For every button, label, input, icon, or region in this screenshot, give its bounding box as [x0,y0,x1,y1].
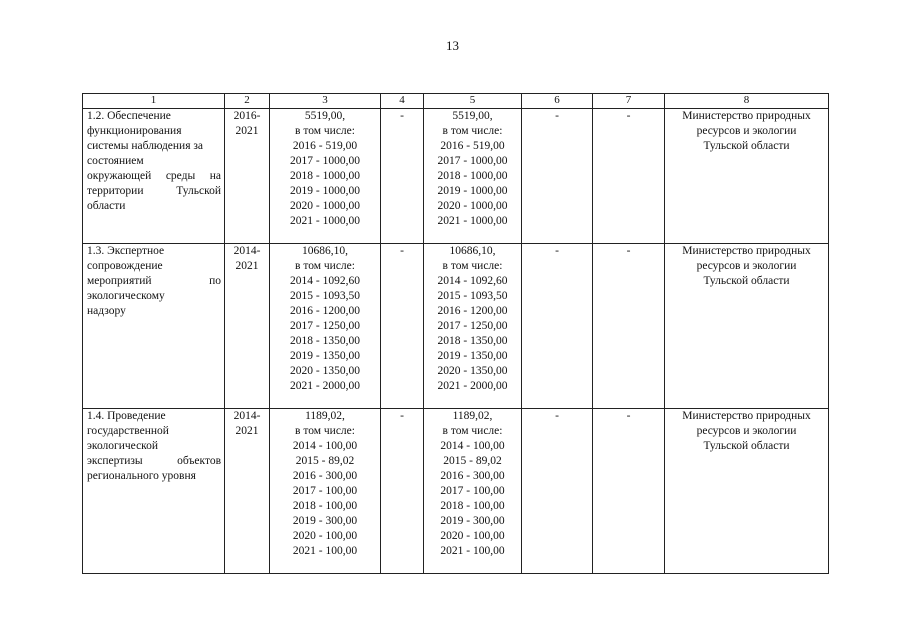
funding-col4-cell: - [381,109,424,244]
text-line: 2021 [235,260,259,272]
text-line: 5519,00, [304,110,346,122]
text-line: 2020 - 1000,00 [437,200,508,212]
regional-funding-cell [424,244,522,409]
executor-cell [665,409,829,574]
measure-name-cell [83,109,225,244]
regional-funding-cell [424,109,522,244]
text-line [87,454,221,469]
header-cell: 4 [381,94,424,109]
text-line [87,169,221,184]
text-line: надзору [87,305,126,317]
header-cell: 8 [665,94,829,109]
text-line: 2014 - 100,00 [292,440,358,452]
text-line: экологической [87,440,159,452]
text-line: 10686,10, [302,245,348,257]
funding-col4-cell: - [381,409,424,574]
header-cell: 3 [270,94,381,109]
text-line: Министерство природных [682,245,811,257]
text-line: 2021 - 1000,00 [437,215,508,227]
text-line: 2018 - 100,00 [440,500,505,512]
text-line: 2016 - 300,00 [292,470,358,482]
text-line: 2016 - 519,00 [292,140,358,152]
text-line: 2021 - 2000,00 [290,380,360,392]
text-line: Тульской области [703,275,790,287]
text-line: 2016- [233,110,261,122]
text-line: в том числе: [442,125,503,137]
funding-col7-cell: - [593,109,665,244]
page-number: 13 [446,38,459,53]
text-line: 2018 - 1000,00 [290,170,360,182]
text-line: ресурсов и экологии [696,260,797,272]
text-line: 2016 - 1200,00 [290,305,360,317]
text-line: 2021 [235,425,259,437]
text-line: области [87,200,126,212]
funding-col4-cell: - [381,244,424,409]
years-cell [225,244,270,409]
text-line: 2014 - 100,00 [440,440,505,452]
text-line: 2019 - 1350,00 [290,350,360,362]
text-line: 2014 - 1092,60 [290,275,360,287]
header-cell: 5 [424,94,522,109]
text-line: 2016 - 1200,00 [437,305,508,317]
table-row [83,244,829,409]
text-line: 2015 - 89,02 [295,455,355,467]
text-line: 2014- [233,410,261,422]
text-line: 2019 - 300,00 [292,515,358,527]
text-line: сопровождение [87,260,163,272]
text-line: 2018 - 1350,00 [290,335,360,347]
text-line: 2017 - 1000,00 [290,155,360,167]
text-line: 5519,00, [452,110,493,122]
text-line: Тульской области [703,140,790,152]
text-line: ресурсов и экологии [696,425,797,437]
word: мероприятий [87,275,152,287]
text-line: 2018 - 100,00 [292,500,358,512]
word: по [209,275,221,287]
text-line: Тульской области [703,440,790,452]
total-funding-cell [270,409,381,574]
funding-col6-cell: - [522,244,593,409]
text-line: государственной [87,425,169,437]
executor-cell [665,109,829,244]
executor-cell [665,244,829,409]
text-line: 1.4. Проведение [87,410,166,422]
text-line: 2017 - 100,00 [440,485,505,497]
funding-col6-cell: - [522,109,593,244]
text-line: в том числе: [295,125,355,137]
years-cell [225,409,270,574]
text-line: 2017 - 100,00 [292,485,358,497]
text-line: 2021 - 2000,00 [437,380,508,392]
text-line: регионального уровня [87,470,196,482]
text-line: в том числе: [442,425,503,437]
text-line: 2015 - 1093,50 [290,290,360,302]
text-line: экологическому [87,290,165,302]
word: окружающей [87,170,152,182]
regional-funding-cell [424,409,522,574]
text-line: 2017 - 1250,00 [437,320,508,332]
text-line: 2014- [233,245,261,257]
measure-name-cell [83,244,225,409]
text-line: функционирования [87,125,182,137]
text-line: Министерство природных [682,110,811,122]
text-line: 2017 - 1000,00 [437,155,508,167]
text-line: системы наблюдения за [87,140,204,152]
text-line: 2021 [235,125,259,137]
text-line: 1189,02, [452,410,493,422]
text-line: 2017 - 1250,00 [290,320,360,332]
text-line [87,184,221,199]
text-line: Министерство природных [682,410,811,422]
text-line: в том числе: [295,425,355,437]
funding-col7-cell: - [593,244,665,409]
word: объектов [177,455,221,467]
word: территории [87,185,144,197]
funding-col6-cell: - [522,409,593,574]
header-cell: 7 [593,94,665,109]
text-line: состоянием [87,155,144,167]
measure-name-cell [83,409,225,574]
text-line: 2015 - 1093,50 [437,290,508,302]
word: Тульской [176,185,221,197]
text-line: 1.3. Экспертное [87,245,165,257]
header-cell: 6 [522,94,593,109]
word: на [209,170,221,182]
table-row [83,109,829,244]
text-line: 2019 - 1000,00 [290,185,360,197]
text-line: 10686,10, [449,245,496,257]
text-line: 2019 - 1350,00 [437,350,508,362]
text-line: 2018 - 1000,00 [437,170,508,182]
header-cell: 1 [83,94,225,109]
text-line: 2019 - 300,00 [440,515,505,527]
funding-col7-cell: - [593,409,665,574]
text-line: 2021 - 100,00 [292,545,358,557]
total-funding-cell [270,244,381,409]
text-line: 2020 - 1350,00 [437,365,508,377]
text-line: 2014 - 1092,60 [437,275,508,287]
header-row [83,94,829,109]
text-line: 2016 - 300,00 [440,470,505,482]
text-line: 2018 - 1350,00 [437,335,508,347]
word: экспертизы [87,455,143,467]
text-line: 1.2. Обеспечение [87,110,171,122]
text-line: 2020 - 100,00 [292,530,358,542]
word: среды [165,170,196,182]
text-line: 2020 - 100,00 [440,530,505,542]
years-cell [225,109,270,244]
text-line: 2020 - 1350,00 [290,365,360,377]
program-table [82,93,829,574]
text-line: 2015 - 89,02 [443,455,502,467]
text-line: ресурсов и экологии [696,125,797,137]
text-line: в том числе: [442,260,503,272]
text-line: в том числе: [295,260,355,272]
text-line [87,274,221,289]
header-cell: 2 [225,94,270,109]
text-line: 2016 - 519,00 [440,140,505,152]
text-line: 1189,02, [305,410,345,422]
text-line: 2021 - 100,00 [440,545,505,557]
total-funding-cell [270,109,381,244]
text-line: 2021 - 1000,00 [290,215,360,227]
text-line: 2020 - 1000,00 [290,200,360,212]
text-line: 2019 - 1000,00 [437,185,508,197]
table-row [83,409,829,574]
